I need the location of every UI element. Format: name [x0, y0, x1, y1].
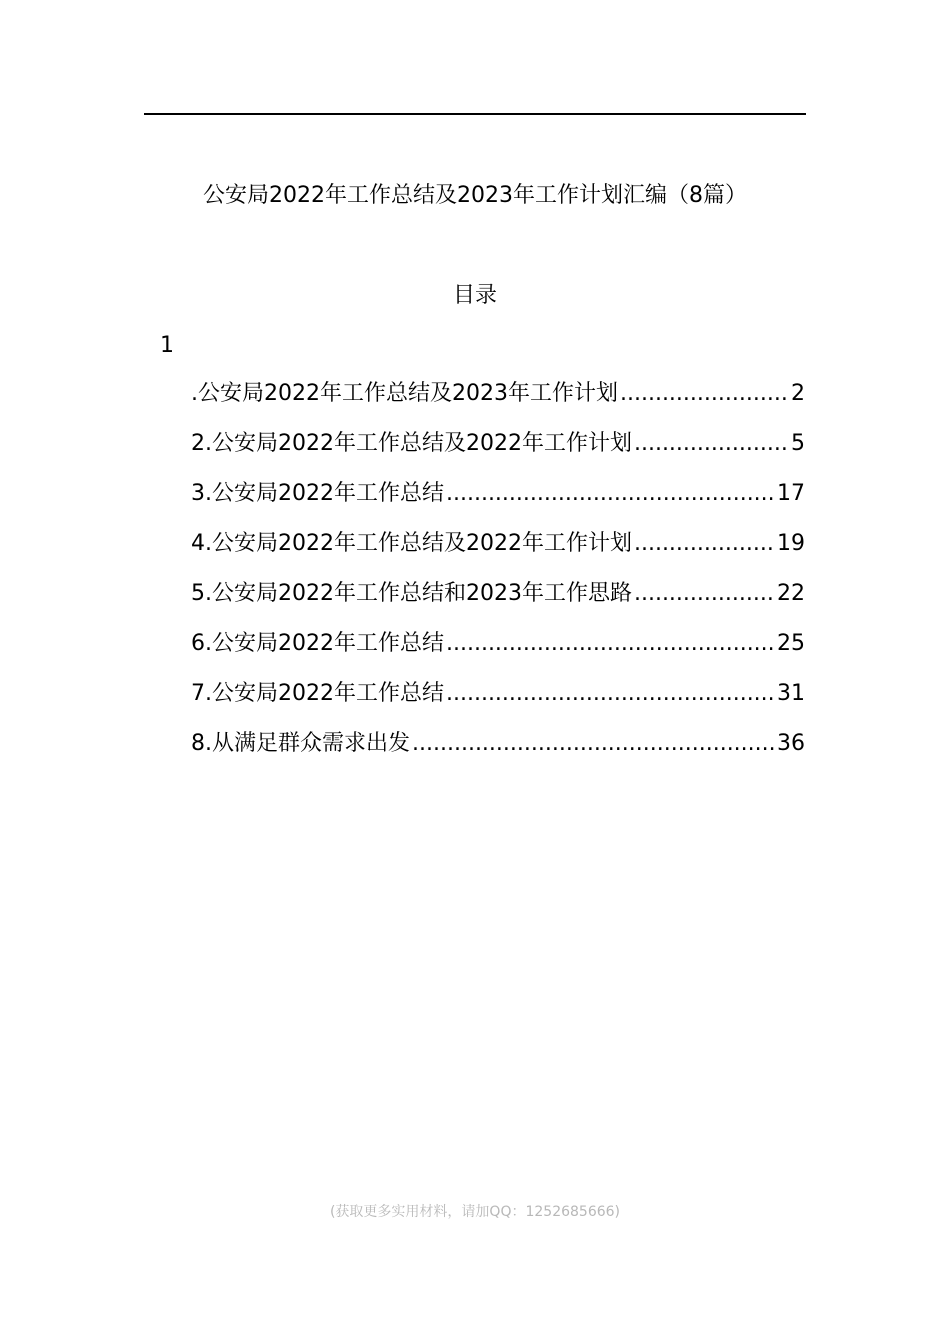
toc-entry-page: 19 — [777, 531, 805, 556]
toc-entry-label: 3.公安局2022年工作总结 — [191, 481, 444, 506]
header-rule — [144, 113, 806, 115]
toc-heading: 目录 — [452, 283, 497, 308]
toc-entry-label: 2.公安局2022年工作总结及2022年工作计划 — [191, 431, 632, 456]
toc-entry-page: 2 — [791, 381, 805, 406]
toc-entry-label: 8.从满足群众需求出发 — [191, 731, 410, 756]
toc-entry-label: 7.公安局2022年工作总结 — [191, 681, 444, 706]
toc-entry-label: 4.公安局2022年工作总结及2022年工作计划 — [191, 531, 632, 556]
toc-entry-2[interactable] — [191, 426, 805, 476]
toc-entry-page: 17 — [777, 481, 805, 506]
toc-dot-leader — [412, 726, 775, 762]
toc-entry-3[interactable] — [191, 476, 805, 526]
toc-entry-page: 31 — [777, 681, 805, 706]
toc-entry-page: 25 — [777, 631, 805, 656]
toc-dot-leader — [634, 426, 789, 462]
toc-entry-page: 5 — [791, 431, 805, 456]
toc-entry-1[interactable] — [191, 376, 805, 426]
toc-dot-leader — [620, 376, 789, 412]
toc-entry-4[interactable] — [191, 526, 805, 576]
document-title: 公安局2022年工作总结及2023年工作计划汇编（8篇） — [203, 183, 747, 208]
toc-entry-page: 22 — [777, 581, 805, 606]
toc-entry-page: 36 — [777, 731, 805, 756]
toc-entry-5[interactable] — [191, 576, 805, 626]
toc-entry-label: 6.公安局2022年工作总结 — [191, 631, 444, 656]
footer-note: (获取更多实用材料，请加QQ：1252685666) — [329, 1204, 621, 1220]
toc-dot-leader — [446, 476, 775, 512]
toc-dot-leader — [634, 576, 775, 612]
toc-dot-leader — [446, 676, 775, 712]
toc-dot-leader — [634, 526, 775, 562]
toc-entry-7[interactable] — [191, 676, 805, 726]
toc-entry-label: 5.公安局2022年工作总结和2023年工作思路 — [191, 581, 632, 606]
toc-entry-6[interactable] — [191, 626, 805, 676]
toc-entry-label: .公安局2022年工作总结及2023年工作计划 — [191, 381, 618, 406]
toc-dot-leader — [446, 626, 775, 662]
toc-entry-8[interactable] — [191, 726, 805, 776]
table-of-contents — [191, 376, 805, 776]
page-number-marker: 1 — [160, 333, 174, 358]
